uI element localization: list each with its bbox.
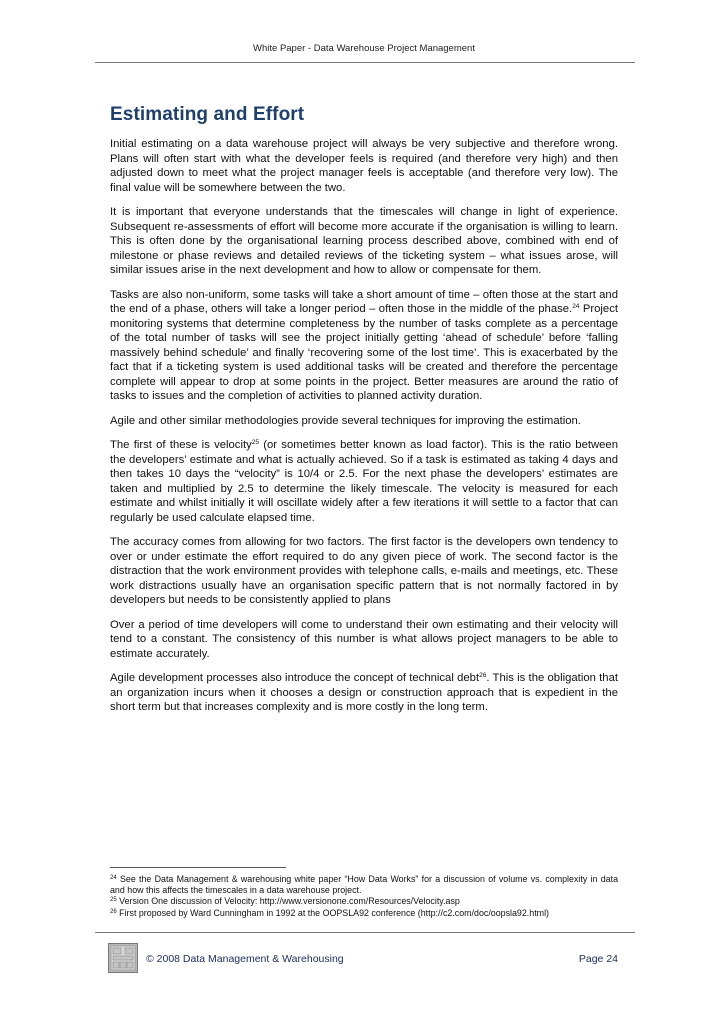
body-text <box>110 137 618 725</box>
footnote-ref[interactable]: 24 <box>572 303 580 310</box>
footnote-divider <box>110 867 286 868</box>
footnote-ref[interactable]: 26 <box>479 672 487 679</box>
paragraph: Over a period of time developers will come to understand their own estimating and their velocity will tend to a constant. The consistency of this number is what allows project managers to be able to estimate accurately. <box>110 618 618 660</box>
section-title: Estimating and Effort <box>110 104 305 125</box>
footer-copyright: © 2008 Data Management & Warehousing <box>146 953 344 965</box>
footnote-25: $^{25}$ Version One discussion of Velocity: http://www.versionone.com/Resources/Velocity.asp <box>110 896 460 907</box>
page-number: Page 24 <box>578 953 618 965</box>
footer-divider <box>95 932 635 933</box>
paragraph: Agile and other similar methodologies provide several techniques for improving the estimation. <box>110 414 581 427</box>
paragraph: Tasks are also non-uniform, some tasks will take a short amount of time – often those at the start and the end of a phase, others will take a longer period – often those in the middle of the phase.$^{24}$ Project monitoring systems that determine completeness by the number of tasks complete as a percentage of the total number of tasks will see the project initially getting ‘ahead of schedule’ before ‘falling massively behind schedule’ and finally ‘recovering some of the lost time’. This is exacerbated by the fact that if a ticketing system is used additional tasks will be created and therefore the percentage complete will appear to drop at some points in the project. Better measures are around the ratio of tasks to issues and the completion of activities to planned activity duration. <box>110 288 618 402</box>
header-divider <box>95 62 635 63</box>
paragraph: The accuracy comes from allowing for two factors. The first factor is the developers own tendency to over or under estimate the effort required to do any given piece of work. The second factor is the distraction that the work environment provides with telephone calls, e-mails and meetings, etc. These work distractions usually have an organisation specific pattern that is not normally factored in by developers but needs to be consistently applied to plans <box>110 536 618 606</box>
data-warehouse-logo-icon <box>108 943 138 973</box>
paragraph: The first of these is velocity$^{25}$ (or sometimes better known as load factor). This is the ratio between the developers’ estimate and what is actually achieved. So if a task is estimated as taking 4 days and then takes 10 days the “velocity” is 10/4 or 2.5. For the next phase the developers’ estimates are taken and multiplied by 2.5 to determine the likely timescale. The velocity is measured for each estimate and whilst initially it will oscillate widely after a few iterations it will settle to a factor that can regularly be used calculate elapsed time. <box>110 439 618 524</box>
paragraph: Agile development processes also introduce the concept of technical debt$^{26}$. This is the obligation that an organization incurs when it chooses a design or construction approach that is expedient in the short term but that increases complexity and is more costly in the long term. <box>110 672 618 713</box>
paragraph: It is important that everyone understands that the timescales will change in light of experience. Subsequent re-assessments of effort will become more accurate if the organisation is willing to learn. This is often done by the organisational learning process described above, combined with end of milestone or phase reviews and detailed reviews of the ticketing system – what issues arose, will similar issues arise in the next development and how to allow or compensate for them. <box>110 206 618 276</box>
footnote-26: $^{26}$ First proposed by Ward Cunningham in 1992 at the OOPSLA92 conference (http://c2.com/doc/oopsla92.html) <box>110 907 549 918</box>
footnotes <box>110 874 618 919</box>
footnote-24: $^{24}$ See the Data Management & warehousing white paper “How Data Works” for a discussion of volume vs. complexity in data and how this affects the timescales in a data warehouse project. <box>110 874 618 896</box>
paragraph: Initial estimating on a data warehouse project will always be very subjective and therefore wrong. Plans will often start with what the developer feels is required (and therefore very high) and then adjusted down to meet what the project manager feels is acceptable (and therefore very low). The final value will be somewhere between the two. <box>110 138 618 194</box>
footnote-ref[interactable]: 25 <box>251 439 259 446</box>
running-header: White Paper - Data Warehouse Project Management <box>253 43 475 54</box>
